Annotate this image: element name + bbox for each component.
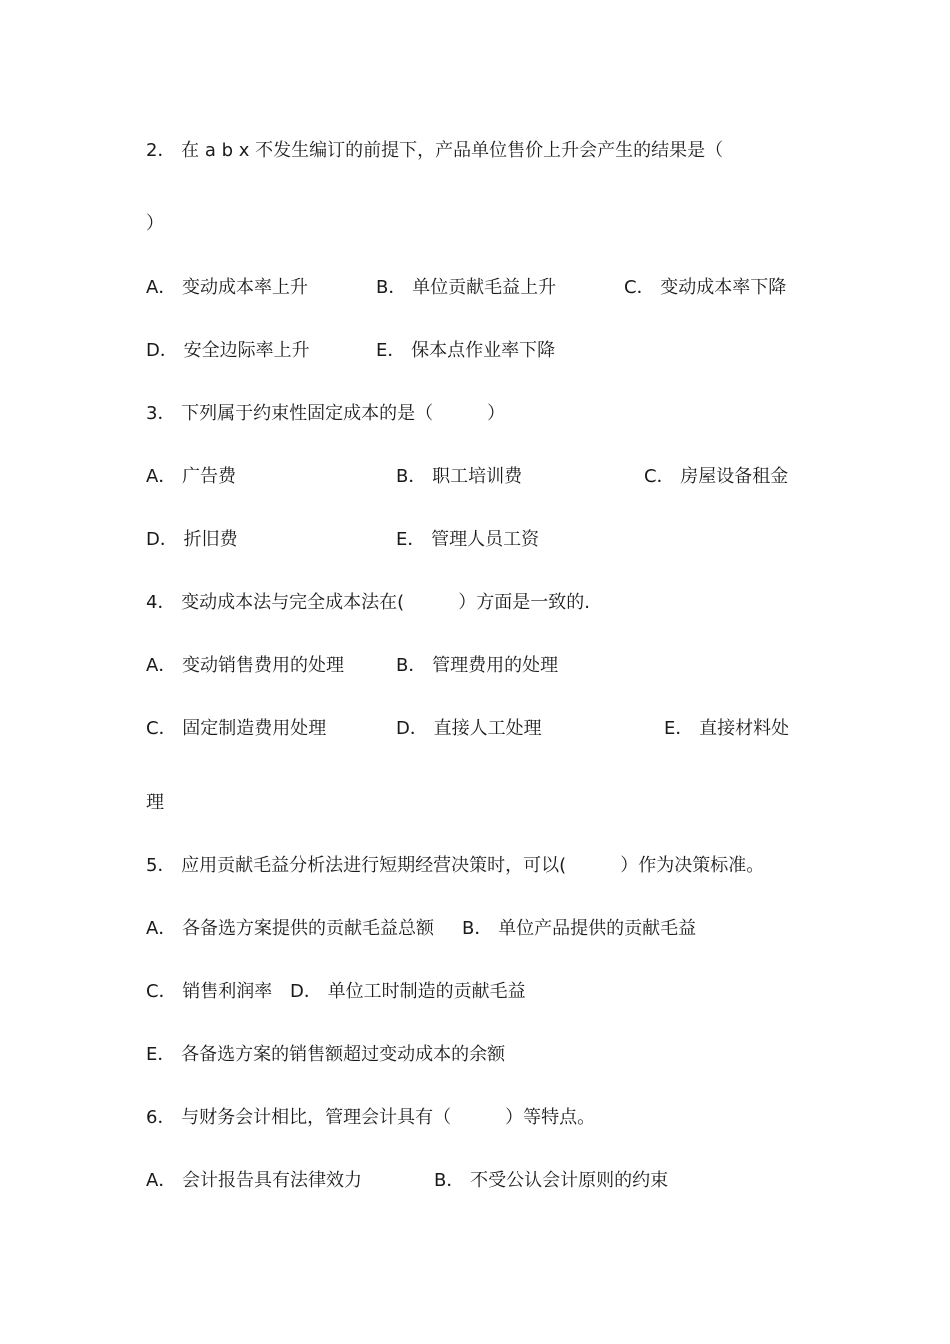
question-2-options-row-2: [146, 338, 806, 364]
option-a: A． 变动销售费用的处理: [146, 655, 345, 676]
question-2-stem: 2． 在 a b x 不发生编订的前提下，产品单位售价上升会产生的结果是（: [146, 140, 724, 161]
question-3-stem: 3． 下列属于约束性固定成本的是（ ）: [146, 403, 506, 424]
option-c: C． 房屋设备租金: [644, 466, 789, 487]
option-a: A． 各备选方案提供的贡献毛益总额: [146, 918, 435, 939]
option-d: D． 单位工时制造的贡献毛益: [290, 981, 526, 1002]
option-e: E． 管理人员工资: [396, 529, 540, 550]
option-b: B． 单位产品提供的贡献毛益: [462, 918, 697, 939]
option-e: E． 直接材料处: [664, 718, 790, 739]
question-6-stem: 6． 与财务会计相比，管理会计具有（ ）等特点。: [146, 1107, 596, 1128]
option-b: B． 单位贡献毛益上升: [376, 277, 557, 298]
option-b: B． 职工培训费: [396, 466, 523, 487]
option-b: B． 管理费用的处理: [396, 655, 559, 676]
question-4-options-row-2: [146, 716, 806, 742]
question-6-options-row-1: [146, 1168, 806, 1194]
question-2-options-row-1: [146, 275, 806, 301]
question-3-options-row-1: [146, 464, 806, 490]
option-c: C． 固定制造费用处理: [146, 718, 327, 739]
question-3-options-row-2: [146, 527, 806, 553]
question-5-options-row-2: [146, 979, 806, 1005]
option-b: B． 不受公认会计原则的约束: [434, 1170, 669, 1191]
option-c: C． 销售利润率: [146, 981, 273, 1002]
question-4-stem: 4． 变动成本法与完全成本法在( ）方面是一致的.: [146, 592, 590, 613]
question-4-option-e-continuation: 理: [146, 792, 164, 813]
option-a: A． 变动成本率上升: [146, 277, 309, 298]
question-5-option-e: E． 各备选方案的销售额超过变动成本的余额: [146, 1044, 506, 1065]
question-4-options-row-1: [146, 653, 806, 679]
option-d: D． 安全边际率上升: [146, 340, 310, 361]
option-d: D． 折旧费: [146, 529, 238, 550]
option-d: D． 直接人工处理: [396, 718, 542, 739]
option-e: E． 保本点作业率下降: [376, 340, 556, 361]
option-c: C． 变动成本率下降: [624, 277, 787, 298]
option-a: A． 广告费: [146, 466, 237, 487]
question-5-stem: 5． 应用贡献毛益分析法进行短期经营决策时，可以( ）作为决策标准。: [146, 855, 765, 876]
question-2-stem-continuation: ）: [146, 213, 164, 234]
option-a: A． 会计报告具有法律效力: [146, 1170, 363, 1191]
question-5-options-row-1: [146, 916, 806, 942]
